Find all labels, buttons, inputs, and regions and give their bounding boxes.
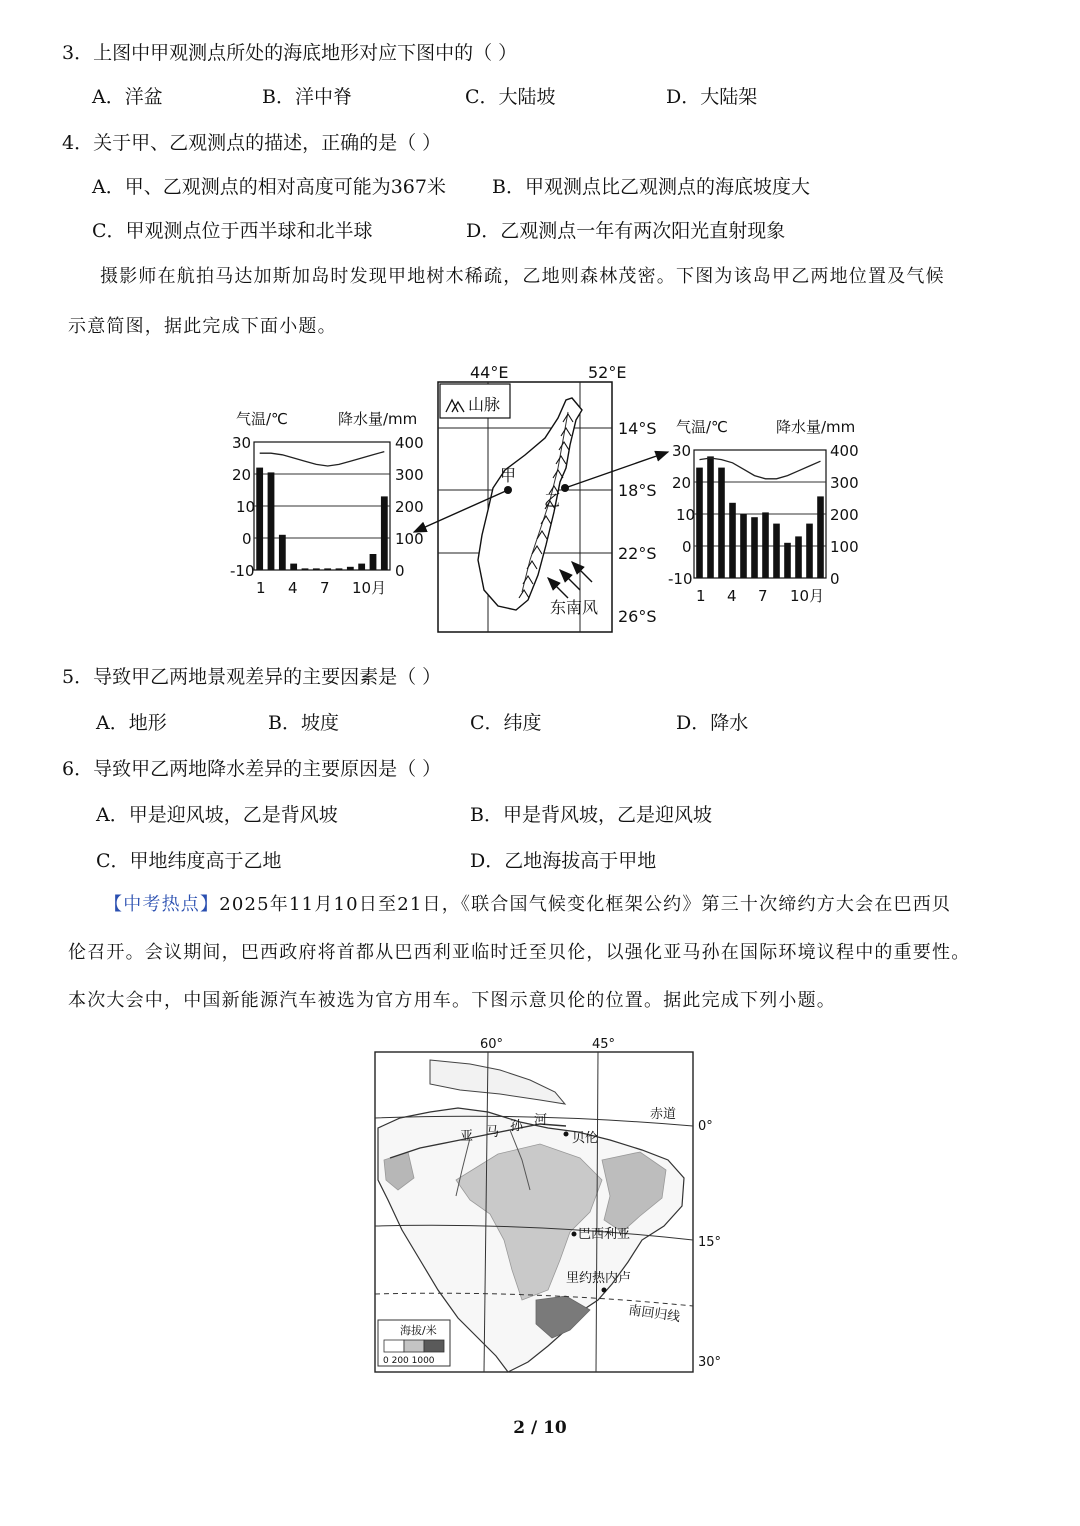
hot-topic-tag: 【中考热点】: [104, 894, 220, 915]
left-temp-tick: 10: [236, 498, 256, 516]
point-yi-label: 乙: [544, 491, 561, 510]
q3-option-c: C．大陆坡: [465, 86, 556, 108]
q4-option-c: C．甲观测点位于西半球和北半球: [92, 220, 373, 242]
right-temp-tick: -10: [668, 570, 693, 588]
right-temp-tick: 10: [676, 506, 696, 524]
left-month-tick: 10月: [352, 579, 387, 597]
river-char: 河: [534, 1113, 548, 1128]
brasilia-label: 巴西利亚: [578, 1227, 631, 1242]
right-precip-tick: 400: [830, 442, 859, 460]
river-char: 马: [486, 1125, 500, 1140]
q3-stem: 3．上图中甲观测点所处的海底地形对应下图中的（ ）: [62, 42, 518, 64]
river-char: 孙: [510, 1119, 524, 1134]
intro2-line3: 本次大会中，中国新能源汽车被选为官方用车。下图示意贝伦的位置。据此完成下列小题。: [68, 990, 836, 1011]
q6-option-c: C．甲地纬度高于乙地: [96, 850, 282, 872]
q4-option-a: A．甲、乙观测点的相对高度可能为367米: [92, 176, 446, 198]
wind-label: 东南风: [550, 598, 599, 617]
left-precip-label: 降水量/mm: [338, 410, 418, 428]
point-jia-label: 甲: [500, 466, 517, 485]
right-precip-tick: 300: [830, 474, 859, 492]
q3-option-d: D．大陆架: [666, 86, 758, 108]
right-month-tick: 10月: [790, 587, 825, 605]
lat-label: 30°: [698, 1355, 722, 1370]
right-precip-tick: 0: [830, 570, 840, 588]
q3-option-b: B．洋中脊: [262, 86, 352, 108]
lon-label: 45°: [592, 1037, 616, 1052]
left-month-tick: 1: [256, 579, 266, 597]
legend-swatch: [384, 1340, 404, 1352]
equator-label: 赤道: [650, 1107, 677, 1122]
brasilia-point: [572, 1232, 577, 1237]
belem-point: [564, 1132, 569, 1137]
lon-label: 60°: [480, 1037, 504, 1052]
left-precip-tick: 0: [395, 562, 405, 580]
right-temp-tick: 20: [672, 474, 692, 492]
right-precip-tick: 100: [830, 538, 859, 556]
q5-stem: 5．导致甲乙两地景观差异的主要因素是（ ）: [62, 666, 442, 688]
lat-label: 26°S: [618, 607, 657, 626]
lat-label: 0°: [698, 1119, 713, 1134]
legend-values: 0 200 1000: [383, 1356, 435, 1366]
legend-title: 海拔/米: [400, 1324, 437, 1337]
right-temp-tick: 30: [672, 442, 692, 460]
left-temp-tick: -10: [230, 562, 255, 580]
q5-option-c: C．纬度: [470, 712, 542, 734]
page-number: 2 / 10: [513, 1418, 567, 1438]
left-month-tick: 4: [288, 579, 298, 597]
tropic-label: 南回归线: [627, 1303, 682, 1326]
right-temp-tick: 0: [682, 538, 692, 556]
right-month-tick: 1: [696, 587, 706, 605]
left-temp-tick: 30: [232, 434, 252, 452]
left-temp-label: 气温/℃: [236, 410, 288, 428]
right-precip-tick: 200: [830, 506, 859, 524]
rio-point: [602, 1288, 607, 1293]
q4-stem: 4．关于甲、乙观测点的描述，正确的是（ ）: [62, 132, 442, 154]
legend-swatch: [404, 1340, 424, 1352]
q5-option-a: A．地形: [96, 712, 167, 734]
q5-option-d: D．降水: [676, 712, 749, 734]
left-precip-tick: 400: [395, 434, 424, 452]
intro1-line2: 示意简图，据此完成下面小题。: [68, 316, 337, 337]
legend-swatch: [424, 1340, 444, 1352]
q3-option-a: A．洋盆: [92, 86, 163, 108]
q6-option-d: D．乙地海拔高于甲地: [470, 850, 657, 872]
lat-label: 18°S: [618, 481, 657, 500]
left-temp-tick: 20: [232, 466, 252, 484]
right-temp-label: 气温/℃: [676, 418, 728, 436]
intro2-line2: 伦召开。会议期间，巴西政府将首都从巴西利亚临时迁至贝伦，以强化亚马孙在国际环境议程中的重要性。: [68, 942, 971, 963]
left-month-tick: 7: [320, 579, 330, 597]
lon-label-52: 52°E: [588, 363, 627, 382]
right-month-tick: 4: [727, 587, 737, 605]
q6-option-a: A．甲是迎风坡，乙是背风坡: [96, 804, 338, 826]
river-char: 亚: [460, 1129, 474, 1144]
lat-label: 22°S: [618, 544, 657, 563]
lat-label: 14°S: [618, 419, 657, 438]
q4-option-d: D．乙观测点一年有两次阳光直射现象: [466, 220, 786, 242]
right-precip-label: 降水量/mm: [776, 418, 856, 436]
intro2-line1-text: 2025年11月10日至21日，《联合国气候变化框架公约》第三十次缔约方大会在巴西贝: [219, 894, 952, 915]
legend-mountain-label: 山脉: [468, 395, 501, 414]
q6-stem: 6．导致甲乙两地降水差异的主要原因是（ ）: [62, 758, 442, 780]
rio-label: 里约热内卢: [566, 1271, 632, 1286]
q6-option-b: B．甲是背风坡，乙是迎风坡: [470, 804, 712, 826]
left-temp-tick: 0: [242, 530, 252, 548]
left-precip-tick: 300: [395, 466, 424, 484]
lon-label-44: 44°E: [470, 363, 509, 382]
belem-label: 贝伦: [572, 1131, 599, 1146]
left-precip-tick: 200: [395, 498, 424, 516]
left-precip-tick: 100: [395, 530, 424, 548]
q5-option-b: B．坡度: [268, 712, 339, 734]
lat-label: 15°: [698, 1235, 722, 1250]
right-month-tick: 7: [758, 587, 768, 605]
q4-option-b: B．甲观测点比乙观测点的海底坡度大: [492, 176, 810, 198]
intro1-line1: 摄影师在航拍马达加斯加岛时发现甲地树木稀疏，乙地则森林茂密。下图为该岛甲乙两地位置及气候: [100, 266, 945, 287]
